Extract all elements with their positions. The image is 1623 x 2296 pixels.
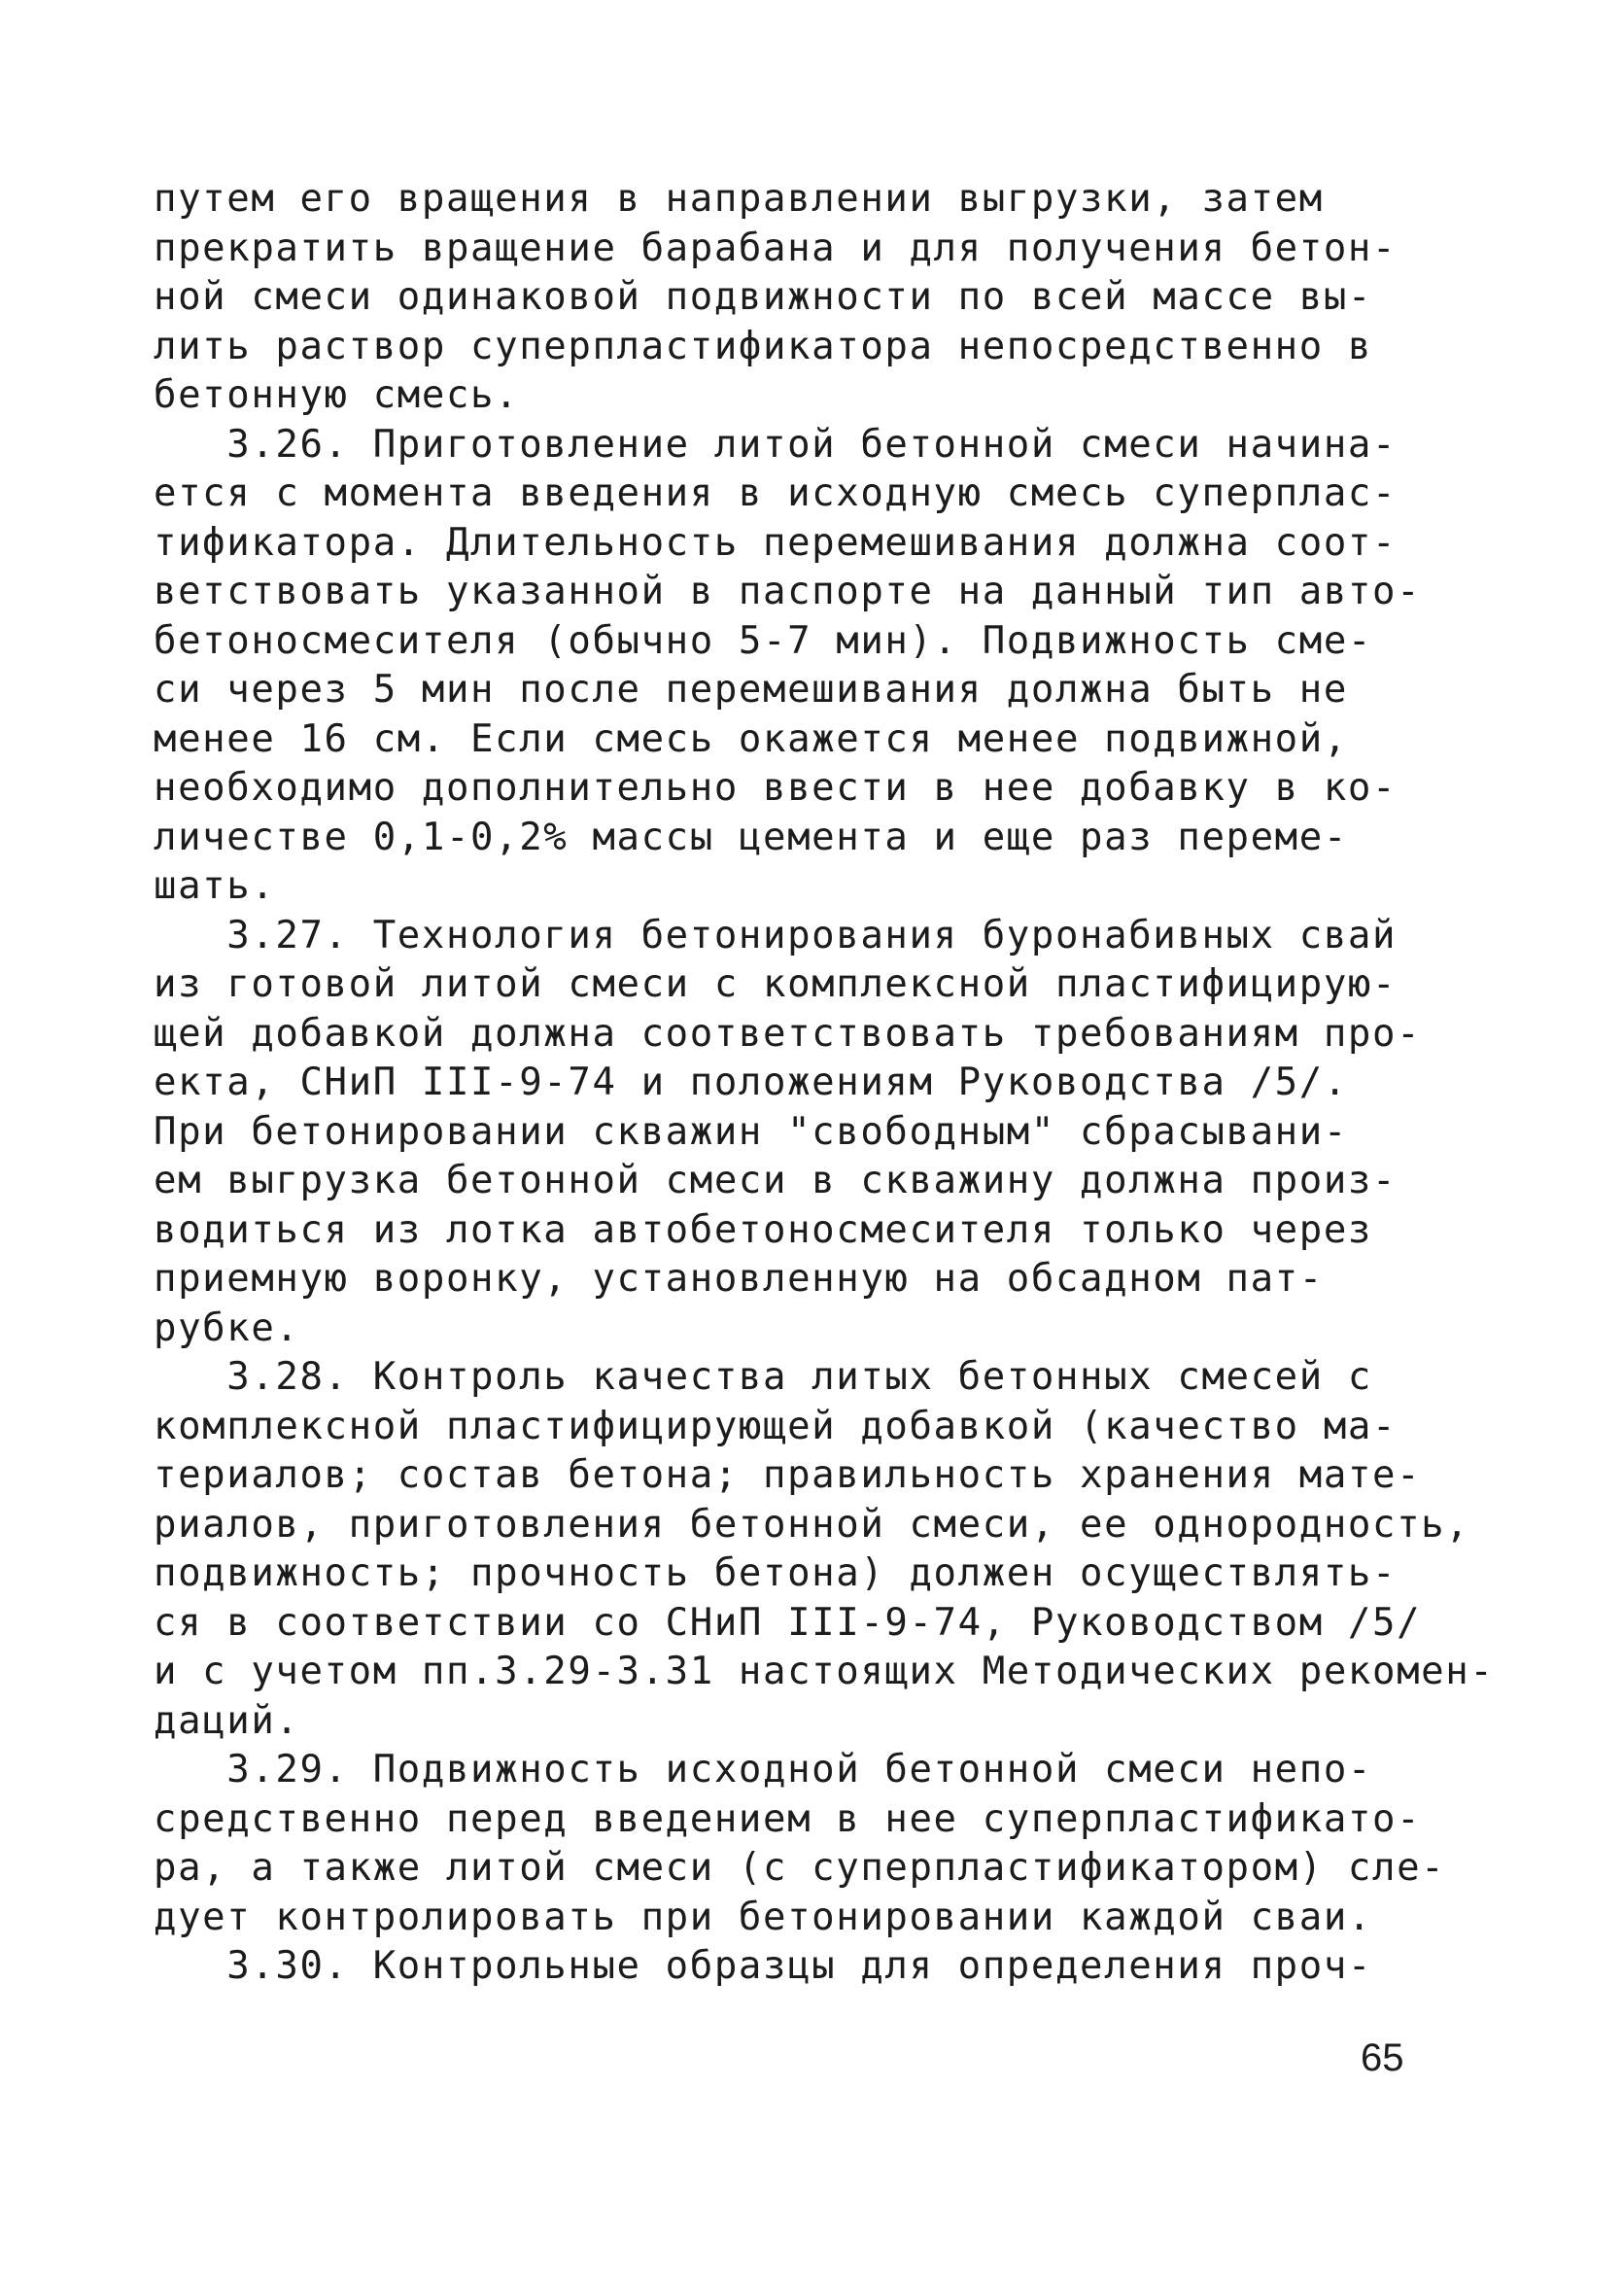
- text-line: ра, а также литой смеси (с суперпластификатором) сле-: [154, 1846, 1446, 1890]
- text-line: териалов; состав бетона; правильность хранения мате-: [154, 1453, 1422, 1497]
- text-line: дует контролировать при бетонировании каждой сваи.: [154, 1895, 1372, 1939]
- text-line: подвижность; прочность бетона) должен осуществлять-: [154, 1551, 1398, 1595]
- text-line: средственно перед введением в нее суперпластификато-: [154, 1796, 1422, 1841]
- text-line: 3.28. Контроль качества литых бетонных смесей с: [154, 1355, 1372, 1399]
- text-line: 3.27. Технология бетонирования буронабивных свай: [154, 913, 1398, 957]
- body-text: [154, 175, 1495, 1992]
- text-line: водиться из лотка автобетоносмесителя только через: [154, 1207, 1372, 1252]
- text-line: из готовой литой смеси с комплексной пластифицирую-: [154, 962, 1398, 1006]
- text-line: риалов, приготовления бетонной смеси, ее однородность,: [154, 1502, 1470, 1547]
- text-line: 3.29. Подвижность исходной бетонной смеси непо-: [154, 1748, 1372, 1792]
- text-line: ся в соответствии со СНиП III-9-74, Руководством /5/: [154, 1600, 1422, 1645]
- text-line: ем выгрузка бетонной смеси в скважину должна произ-: [154, 1159, 1398, 1202]
- text-line: лить раствор суперпластификатора непосредственно в: [154, 324, 1372, 368]
- text-line: щей добавкой должна соответствовать требованиям про-: [154, 1011, 1422, 1056]
- text-line: и с учетом пп.3.29-3.31 настоящих Методических рекомен-: [154, 1650, 1495, 1693]
- text-line: менее 16 см. Если смесь окажется менее подвижной,: [154, 716, 1348, 761]
- text-line: приемную воронку, установленную на обсадном пат-: [154, 1257, 1324, 1301]
- text-line: необходимо дополнительно ввести в нее добавку в ко-: [154, 766, 1398, 810]
- text-line: ветствовать указанной в паспорте на данный тип авто-: [154, 570, 1422, 613]
- text-line: личестве 0,1-0,2% массы цемента и еще раз переме-: [154, 815, 1348, 859]
- text-line: шать.: [154, 864, 276, 908]
- text-line: 3.30. Контрольные образцы для определения проч-: [154, 1944, 1372, 1988]
- text-line: рубке.: [154, 1305, 300, 1350]
- text-line: бетоносмесителя (обычно 5-7 мин). Подвижность сме-: [154, 618, 1372, 663]
- text-line: путем его вращения в направлении выгрузки, затем: [154, 177, 1324, 221]
- text-line: комплексной пластифицирующей добавкой (качество ма-: [154, 1404, 1398, 1448]
- text-line: даций.: [154, 1698, 300, 1743]
- text-line: При бетонировании скважин "свободным" сбрасывани-: [154, 1109, 1348, 1154]
- text-line: бетонную смесь.: [154, 373, 520, 417]
- text-line: тификатора. Длительность перемешивания должна соот-: [154, 520, 1398, 565]
- text-line: 3.26. Приготовление литой бетонной смеси начина-: [154, 422, 1398, 467]
- page-number: 65: [1361, 2036, 1404, 2079]
- text-line: ется с момента введения в исходную смесь суперплас-: [154, 471, 1398, 515]
- text-line: екта, СНиП III-9-74 и положениям Руководства /5/.: [154, 1061, 1348, 1104]
- text-line: си через 5 мин после перемешивания должна быть не: [154, 668, 1348, 712]
- text-line: прекратить вращение барабана и для получения бетон-: [154, 226, 1398, 270]
- text-line: ной смеси одинаковой подвижности по всей массе вы-: [154, 275, 1372, 319]
